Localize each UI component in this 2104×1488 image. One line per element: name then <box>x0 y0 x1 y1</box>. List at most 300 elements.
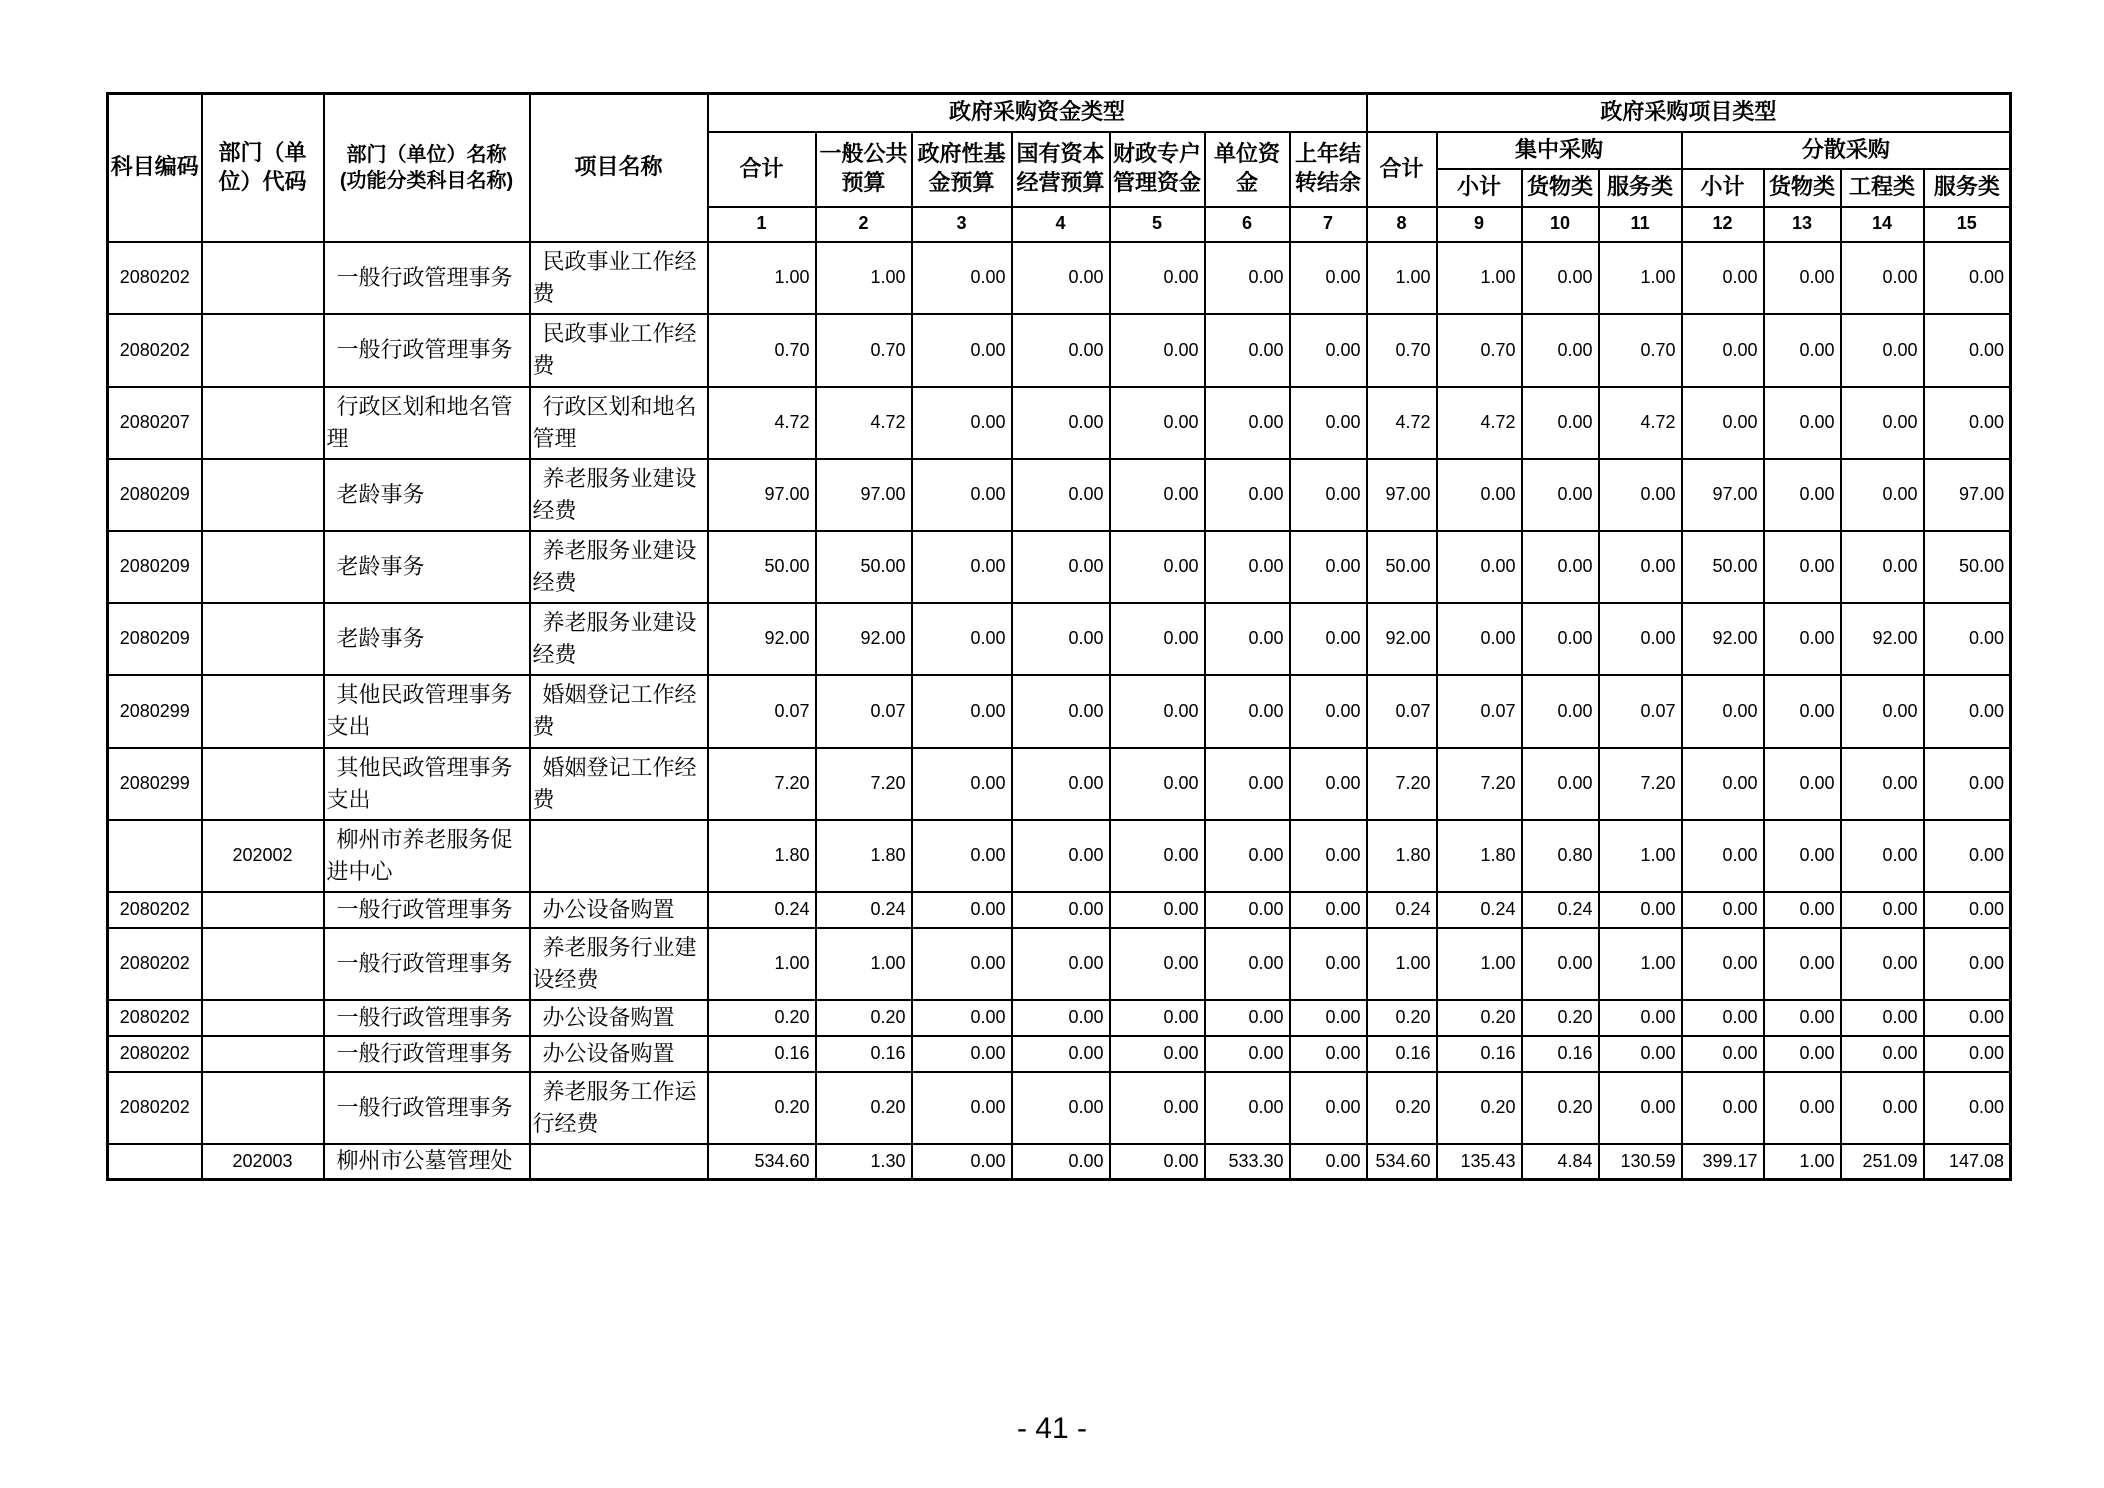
value-cell: 0.00 <box>1924 1072 2011 1144</box>
value-cell: 92.00 <box>816 603 912 675</box>
column-number: 13 <box>1764 207 1841 242</box>
header-fund-total: 合计 <box>708 132 816 207</box>
value-cell: 0.00 <box>1764 928 1841 1000</box>
value-cell: 0.07 <box>1437 675 1522 748</box>
value-cell: 0.00 <box>1522 242 1599 314</box>
column-number: 1 <box>708 207 816 242</box>
value-cell: 0.16 <box>708 1036 816 1072</box>
value-cell: 97.00 <box>816 459 912 531</box>
value-cell: 0.00 <box>1012 675 1110 748</box>
header-centralized-subtotal: 小计 <box>1437 169 1522 207</box>
value-cell: 92.00 <box>1682 603 1764 675</box>
value-cell: 147.08 <box>1924 1144 2011 1180</box>
table-row <box>108 1000 2011 1036</box>
value-cell: 0.70 <box>1367 314 1437 387</box>
value-cell: 1.00 <box>1437 242 1522 314</box>
dept-code-cell <box>202 748 324 820</box>
table-row <box>108 748 2011 820</box>
value-cell: 0.00 <box>1764 892 1841 928</box>
value-cell: 0.00 <box>1764 603 1841 675</box>
value-cell: 0.24 <box>1437 892 1522 928</box>
value-cell: 0.00 <box>912 748 1012 820</box>
column-number: 3 <box>912 207 1012 242</box>
value-cell: 534.60 <box>1367 1144 1437 1180</box>
value-cell: 135.43 <box>1437 1144 1522 1180</box>
value-cell: 50.00 <box>1924 531 2011 603</box>
value-cell: 0.00 <box>1110 1072 1205 1144</box>
column-number: 12 <box>1682 207 1764 242</box>
subject-code-cell: 2080209 <box>108 531 202 603</box>
column-number: 10 <box>1522 207 1599 242</box>
value-cell: 0.00 <box>1841 675 1924 748</box>
value-cell: 0.00 <box>1290 242 1367 314</box>
project-name-cell: 民政事业工作经费 <box>530 314 708 387</box>
project-name-cell: 行政区划和地名管理 <box>530 387 708 459</box>
value-cell: 533.30 <box>1205 1144 1290 1180</box>
dept-name-cell: 老龄事务 <box>324 459 530 531</box>
subject-code-cell <box>108 1144 202 1180</box>
table-row <box>108 1072 2011 1144</box>
table-row <box>108 314 2011 387</box>
value-cell: 0.00 <box>1682 675 1764 748</box>
value-cell: 7.20 <box>1367 748 1437 820</box>
value-cell: 0.00 <box>1924 314 2011 387</box>
value-cell: 0.00 <box>1522 748 1599 820</box>
value-cell: 1.80 <box>1437 820 1522 892</box>
value-cell: 0.00 <box>1110 820 1205 892</box>
dept-name-cell: 一般行政管理事务 <box>324 892 530 928</box>
table-row <box>108 1144 2011 1180</box>
value-cell: 0.00 <box>1682 1000 1764 1036</box>
value-cell: 0.00 <box>912 314 1012 387</box>
value-cell: 4.72 <box>1437 387 1522 459</box>
header-dept-code: 部门（单位）代码 <box>202 94 324 242</box>
value-cell: 0.00 <box>1012 531 1110 603</box>
dept-code-cell <box>202 531 324 603</box>
value-cell: 0.00 <box>912 820 1012 892</box>
value-cell: 0.00 <box>1682 820 1764 892</box>
value-cell: 0.00 <box>1110 531 1205 603</box>
dept-name-cell: 其他民政管理事务支出 <box>324 748 530 820</box>
value-cell: 0.00 <box>1110 928 1205 1000</box>
value-cell: 97.00 <box>1682 459 1764 531</box>
value-cell: 0.70 <box>708 314 816 387</box>
value-cell: 0.00 <box>1290 314 1367 387</box>
value-cell: 0.00 <box>1012 820 1110 892</box>
value-cell: 0.00 <box>1841 1072 1924 1144</box>
project-name-cell: 民政事业工作经费 <box>530 242 708 314</box>
value-cell: 0.00 <box>1290 1144 1367 1180</box>
value-cell: 0.00 <box>1682 387 1764 459</box>
dept-code-cell <box>202 1036 324 1072</box>
value-cell: 0.20 <box>1522 1072 1599 1144</box>
value-cell: 97.00 <box>1924 459 2011 531</box>
value-cell: 0.00 <box>1205 531 1290 603</box>
value-cell: 1.00 <box>816 928 912 1000</box>
value-cell: 0.00 <box>1599 1036 1682 1072</box>
dept-name-cell: 一般行政管理事务 <box>324 928 530 1000</box>
value-cell: 0.00 <box>1012 1072 1110 1144</box>
value-cell: 0.00 <box>1205 928 1290 1000</box>
table-row <box>108 1036 2011 1072</box>
value-cell: 1.00 <box>1599 242 1682 314</box>
value-cell: 0.00 <box>1682 748 1764 820</box>
value-cell: 0.00 <box>1841 531 1924 603</box>
value-cell: 0.00 <box>912 242 1012 314</box>
value-cell: 0.00 <box>1599 459 1682 531</box>
header-centralized-services: 服务类 <box>1599 169 1682 207</box>
value-cell: 50.00 <box>1367 531 1437 603</box>
header-centralized-goods: 货物类 <box>1522 169 1599 207</box>
header-group-decentralized: 分散采购 <box>1682 132 2011 169</box>
value-cell: 0.16 <box>1522 1036 1599 1072</box>
value-cell: 0.00 <box>1764 242 1841 314</box>
value-cell: 0.00 <box>1924 748 2011 820</box>
value-cell: 0.00 <box>1110 314 1205 387</box>
value-cell: 0.00 <box>912 1000 1012 1036</box>
value-cell: 0.00 <box>1205 459 1290 531</box>
value-cell: 0.00 <box>1290 531 1367 603</box>
value-cell: 0.00 <box>1522 603 1599 675</box>
value-cell: 0.00 <box>1841 820 1924 892</box>
value-cell: 0.00 <box>1682 242 1764 314</box>
value-cell: 0.00 <box>1522 314 1599 387</box>
table-row <box>108 820 2011 892</box>
value-cell: 0.00 <box>1764 748 1841 820</box>
value-cell: 0.00 <box>1110 675 1205 748</box>
value-cell: 0.00 <box>1110 748 1205 820</box>
value-cell: 1.00 <box>816 242 912 314</box>
column-number: 2 <box>816 207 912 242</box>
value-cell: 0.00 <box>1205 1000 1290 1036</box>
value-cell: 0.00 <box>1110 892 1205 928</box>
value-cell: 0.00 <box>1437 531 1522 603</box>
value-cell: 4.72 <box>708 387 816 459</box>
value-cell: 0.00 <box>1205 748 1290 820</box>
table-row <box>108 675 2011 748</box>
header-decentralized-subtotal: 小计 <box>1682 169 1764 207</box>
value-cell: 0.00 <box>1012 748 1110 820</box>
value-cell: 0.07 <box>1367 675 1437 748</box>
value-cell: 0.00 <box>1437 603 1522 675</box>
value-cell: 0.00 <box>1012 892 1110 928</box>
value-cell: 0.00 <box>912 603 1012 675</box>
table-row <box>108 928 2011 1000</box>
project-name-cell: 养老服务业建设经费 <box>530 459 708 531</box>
dept-name-cell: 柳州市公墓管理处 <box>324 1144 530 1180</box>
value-cell: 0.00 <box>1924 1000 2011 1036</box>
value-cell: 130.59 <box>1599 1144 1682 1180</box>
table-body <box>108 242 2011 1180</box>
value-cell: 0.00 <box>1841 459 1924 531</box>
dept-code-cell <box>202 892 324 928</box>
header-decentralized-engineering: 工程类 <box>1841 169 1924 207</box>
value-cell: 0.00 <box>1012 314 1110 387</box>
value-cell: 0.00 <box>912 1144 1012 1180</box>
value-cell: 0.00 <box>1205 1036 1290 1072</box>
value-cell: 0.00 <box>1841 1036 1924 1072</box>
dept-name-cell: 其他民政管理事务支出 <box>324 675 530 748</box>
dept-code-cell <box>202 1072 324 1144</box>
value-cell: 7.20 <box>1437 748 1522 820</box>
header-subject-code: 科目编码 <box>108 94 202 242</box>
value-cell: 0.00 <box>1841 892 1924 928</box>
value-cell: 0.00 <box>1924 820 2011 892</box>
value-cell: 0.00 <box>912 928 1012 1000</box>
dept-name-cell: 一般行政管理事务 <box>324 314 530 387</box>
value-cell: 0.00 <box>1841 314 1924 387</box>
table-row <box>108 459 2011 531</box>
header-fund-unit-funds: 单位资金 <box>1205 132 1290 207</box>
value-cell: 1.80 <box>1367 820 1437 892</box>
value-cell: 0.00 <box>1522 928 1599 1000</box>
value-cell: 50.00 <box>1682 531 1764 603</box>
column-number: 11 <box>1599 207 1682 242</box>
value-cell: 0.20 <box>1367 1000 1437 1036</box>
project-name-cell: 婚姻登记工作经费 <box>530 748 708 820</box>
dept-code-cell: 202003 <box>202 1144 324 1180</box>
value-cell: 0.00 <box>1205 603 1290 675</box>
value-cell: 1.00 <box>708 242 816 314</box>
subject-code-cell: 2080202 <box>108 1000 202 1036</box>
value-cell: 92.00 <box>708 603 816 675</box>
subject-code-cell: 2080202 <box>108 242 202 314</box>
subject-code-cell <box>108 820 202 892</box>
value-cell: 0.00 <box>1924 1036 2011 1072</box>
value-cell: 0.00 <box>1110 459 1205 531</box>
value-cell: 0.00 <box>1437 459 1522 531</box>
value-cell: 1.80 <box>708 820 816 892</box>
value-cell: 0.00 <box>1012 387 1110 459</box>
value-cell: 0.16 <box>1367 1036 1437 1072</box>
value-cell: 0.00 <box>1682 1036 1764 1072</box>
value-cell: 0.00 <box>912 675 1012 748</box>
dept-name-cell: 柳州市养老服务促进中心 <box>324 820 530 892</box>
value-cell: 97.00 <box>1367 459 1437 531</box>
value-cell: 0.00 <box>1924 242 2011 314</box>
value-cell: 0.20 <box>708 1000 816 1036</box>
column-number: 5 <box>1110 207 1205 242</box>
value-cell: 1.00 <box>1599 928 1682 1000</box>
value-cell: 0.16 <box>1437 1036 1522 1072</box>
value-cell: 0.16 <box>816 1036 912 1072</box>
value-cell: 0.00 <box>1290 748 1367 820</box>
column-number: 4 <box>1012 207 1110 242</box>
dept-name-cell: 一般行政管理事务 <box>324 1036 530 1072</box>
subject-code-cell: 2080202 <box>108 1072 202 1144</box>
value-cell: 1.00 <box>1367 928 1437 1000</box>
value-cell: 0.24 <box>1367 892 1437 928</box>
project-name-cell: 养老服务工作运行经费 <box>530 1072 708 1144</box>
value-cell: 0.00 <box>1522 531 1599 603</box>
value-cell: 0.00 <box>1841 928 1924 1000</box>
column-number: 7 <box>1290 207 1367 242</box>
column-number: 9 <box>1437 207 1522 242</box>
value-cell: 0.00 <box>1205 892 1290 928</box>
value-cell: 97.00 <box>708 459 816 531</box>
value-cell: 0.00 <box>1110 603 1205 675</box>
column-number: 8 <box>1367 207 1437 242</box>
project-name-cell <box>530 820 708 892</box>
value-cell: 0.20 <box>1522 1000 1599 1036</box>
value-cell: 534.60 <box>708 1144 816 1180</box>
dept-code-cell <box>202 928 324 1000</box>
procurement-table-container <box>106 92 2012 1181</box>
subject-code-cell: 2080202 <box>108 1036 202 1072</box>
dept-code-cell <box>202 459 324 531</box>
value-cell: 0.00 <box>1522 387 1599 459</box>
value-cell: 0.80 <box>1522 820 1599 892</box>
value-cell: 0.00 <box>1764 675 1841 748</box>
subject-code-cell: 2080202 <box>108 928 202 1000</box>
header-fund-fiscal-account: 财政专户管理资金 <box>1110 132 1205 207</box>
value-cell: 0.07 <box>1599 675 1682 748</box>
value-cell: 7.20 <box>816 748 912 820</box>
header-project-name: 项目名称 <box>530 94 708 242</box>
header-project-total: 合计 <box>1367 132 1437 207</box>
value-cell: 0.00 <box>1764 387 1841 459</box>
value-cell: 0.00 <box>1682 1072 1764 1144</box>
value-cell: 0.00 <box>1764 314 1841 387</box>
value-cell: 0.20 <box>1367 1072 1437 1144</box>
value-cell: 0.00 <box>1110 1000 1205 1036</box>
value-cell: 0.00 <box>1924 892 2011 928</box>
project-name-cell: 办公设备购置 <box>530 892 708 928</box>
value-cell: 0.07 <box>708 675 816 748</box>
value-cell: 0.00 <box>1290 387 1367 459</box>
column-number: 14 <box>1841 207 1924 242</box>
value-cell: 0.70 <box>1599 314 1682 387</box>
value-cell: 0.00 <box>1110 242 1205 314</box>
value-cell: 1.00 <box>708 928 816 1000</box>
value-cell: 0.00 <box>1764 1000 1841 1036</box>
project-name-cell: 办公设备购置 <box>530 1000 708 1036</box>
value-cell: 0.00 <box>1290 1000 1367 1036</box>
value-cell: 0.00 <box>1841 748 1924 820</box>
value-cell: 0.00 <box>1599 892 1682 928</box>
dept-code-cell <box>202 675 324 748</box>
dept-code-cell <box>202 387 324 459</box>
page-number: - 41 - <box>1016 1412 1088 1445</box>
value-cell: 50.00 <box>816 531 912 603</box>
value-cell: 0.20 <box>816 1072 912 1144</box>
value-cell: 0.00 <box>1924 675 2011 748</box>
subject-code-cell: 2080299 <box>108 675 202 748</box>
value-cell: 0.00 <box>1841 387 1924 459</box>
value-cell: 0.00 <box>1764 820 1841 892</box>
dept-code-cell <box>202 314 324 387</box>
value-cell: 0.00 <box>1205 314 1290 387</box>
table-row <box>108 387 2011 459</box>
column-number: 6 <box>1205 207 1290 242</box>
value-cell: 0.00 <box>1764 531 1841 603</box>
header-group-centralized: 集中采购 <box>1437 132 1682 169</box>
value-cell: 0.00 <box>1522 675 1599 748</box>
value-cell: 1.00 <box>1437 928 1522 1000</box>
dept-code-cell <box>202 603 324 675</box>
value-cell: 0.00 <box>1682 314 1764 387</box>
value-cell: 0.00 <box>1682 892 1764 928</box>
value-cell: 4.72 <box>1367 387 1437 459</box>
value-cell: 0.00 <box>1110 1036 1205 1072</box>
subject-code-cell: 2080207 <box>108 387 202 459</box>
value-cell: 0.00 <box>1599 1000 1682 1036</box>
value-cell: 0.00 <box>1205 1072 1290 1144</box>
header-decentralized-goods: 货物类 <box>1764 169 1841 207</box>
value-cell: 0.24 <box>1522 892 1599 928</box>
value-cell: 0.00 <box>1205 242 1290 314</box>
value-cell: 1.00 <box>1367 242 1437 314</box>
value-cell: 0.00 <box>912 387 1012 459</box>
subject-code-cell: 2080202 <box>108 892 202 928</box>
value-cell: 0.00 <box>1012 459 1110 531</box>
value-cell: 0.00 <box>1290 892 1367 928</box>
value-cell: 0.00 <box>1599 603 1682 675</box>
dept-name-cell: 一般行政管理事务 <box>324 242 530 314</box>
project-name-cell <box>530 1144 708 1180</box>
value-cell: 0.00 <box>1205 675 1290 748</box>
value-cell: 0.00 <box>1012 1144 1110 1180</box>
value-cell: 0.20 <box>816 1000 912 1036</box>
header-group-project-type: 政府采购项目类型 <box>1367 94 2011 132</box>
project-name-cell: 办公设备购置 <box>530 1036 708 1072</box>
value-cell: 0.00 <box>1205 820 1290 892</box>
value-cell: 50.00 <box>708 531 816 603</box>
subject-code-cell: 2080202 <box>108 314 202 387</box>
header-decentralized-services: 服务类 <box>1924 169 2011 207</box>
dept-name-cell: 老龄事务 <box>324 531 530 603</box>
table-row <box>108 531 2011 603</box>
value-cell: 0.00 <box>1599 1072 1682 1144</box>
dept-name-cell: 老龄事务 <box>324 603 530 675</box>
value-cell: 0.00 <box>1012 242 1110 314</box>
header-group-fund-type: 政府采购资金类型 <box>708 94 1367 132</box>
value-cell: 0.20 <box>708 1072 816 1144</box>
value-cell: 7.20 <box>1599 748 1682 820</box>
value-cell: 0.00 <box>1682 928 1764 1000</box>
value-cell: 0.00 <box>1290 1072 1367 1144</box>
value-cell: 0.00 <box>1012 1036 1110 1072</box>
value-cell: 0.00 <box>912 531 1012 603</box>
subject-code-cell: 2080209 <box>108 459 202 531</box>
value-cell: 0.00 <box>912 1036 1012 1072</box>
value-cell: 0.07 <box>816 675 912 748</box>
table-row <box>108 892 2011 928</box>
dept-code-cell <box>202 1000 324 1036</box>
table-row <box>108 242 2011 314</box>
value-cell: 0.00 <box>1290 675 1367 748</box>
project-name-cell: 婚姻登记工作经费 <box>530 675 708 748</box>
value-cell: 0.00 <box>1290 820 1367 892</box>
value-cell: 0.00 <box>1522 459 1599 531</box>
value-cell: 0.00 <box>912 459 1012 531</box>
value-cell: 0.00 <box>1764 1072 1841 1144</box>
value-cell: 0.00 <box>1841 1000 1924 1036</box>
value-cell: 0.00 <box>1110 1144 1205 1180</box>
value-cell: 0.00 <box>1764 459 1841 531</box>
value-cell: 0.00 <box>1290 928 1367 1000</box>
value-cell: 1.00 <box>1599 820 1682 892</box>
value-cell: 0.00 <box>1012 603 1110 675</box>
value-cell: 0.70 <box>1437 314 1522 387</box>
table-row <box>108 603 2011 675</box>
dept-name-cell: 行政区划和地名管理 <box>324 387 530 459</box>
subject-code-cell: 2080209 <box>108 603 202 675</box>
value-cell: 251.09 <box>1841 1144 1924 1180</box>
header-dept-name-line1: 部门（单位）名称 <box>346 143 507 166</box>
value-cell: 4.72 <box>816 387 912 459</box>
project-name-cell: 养老服务业建设经费 <box>530 531 708 603</box>
